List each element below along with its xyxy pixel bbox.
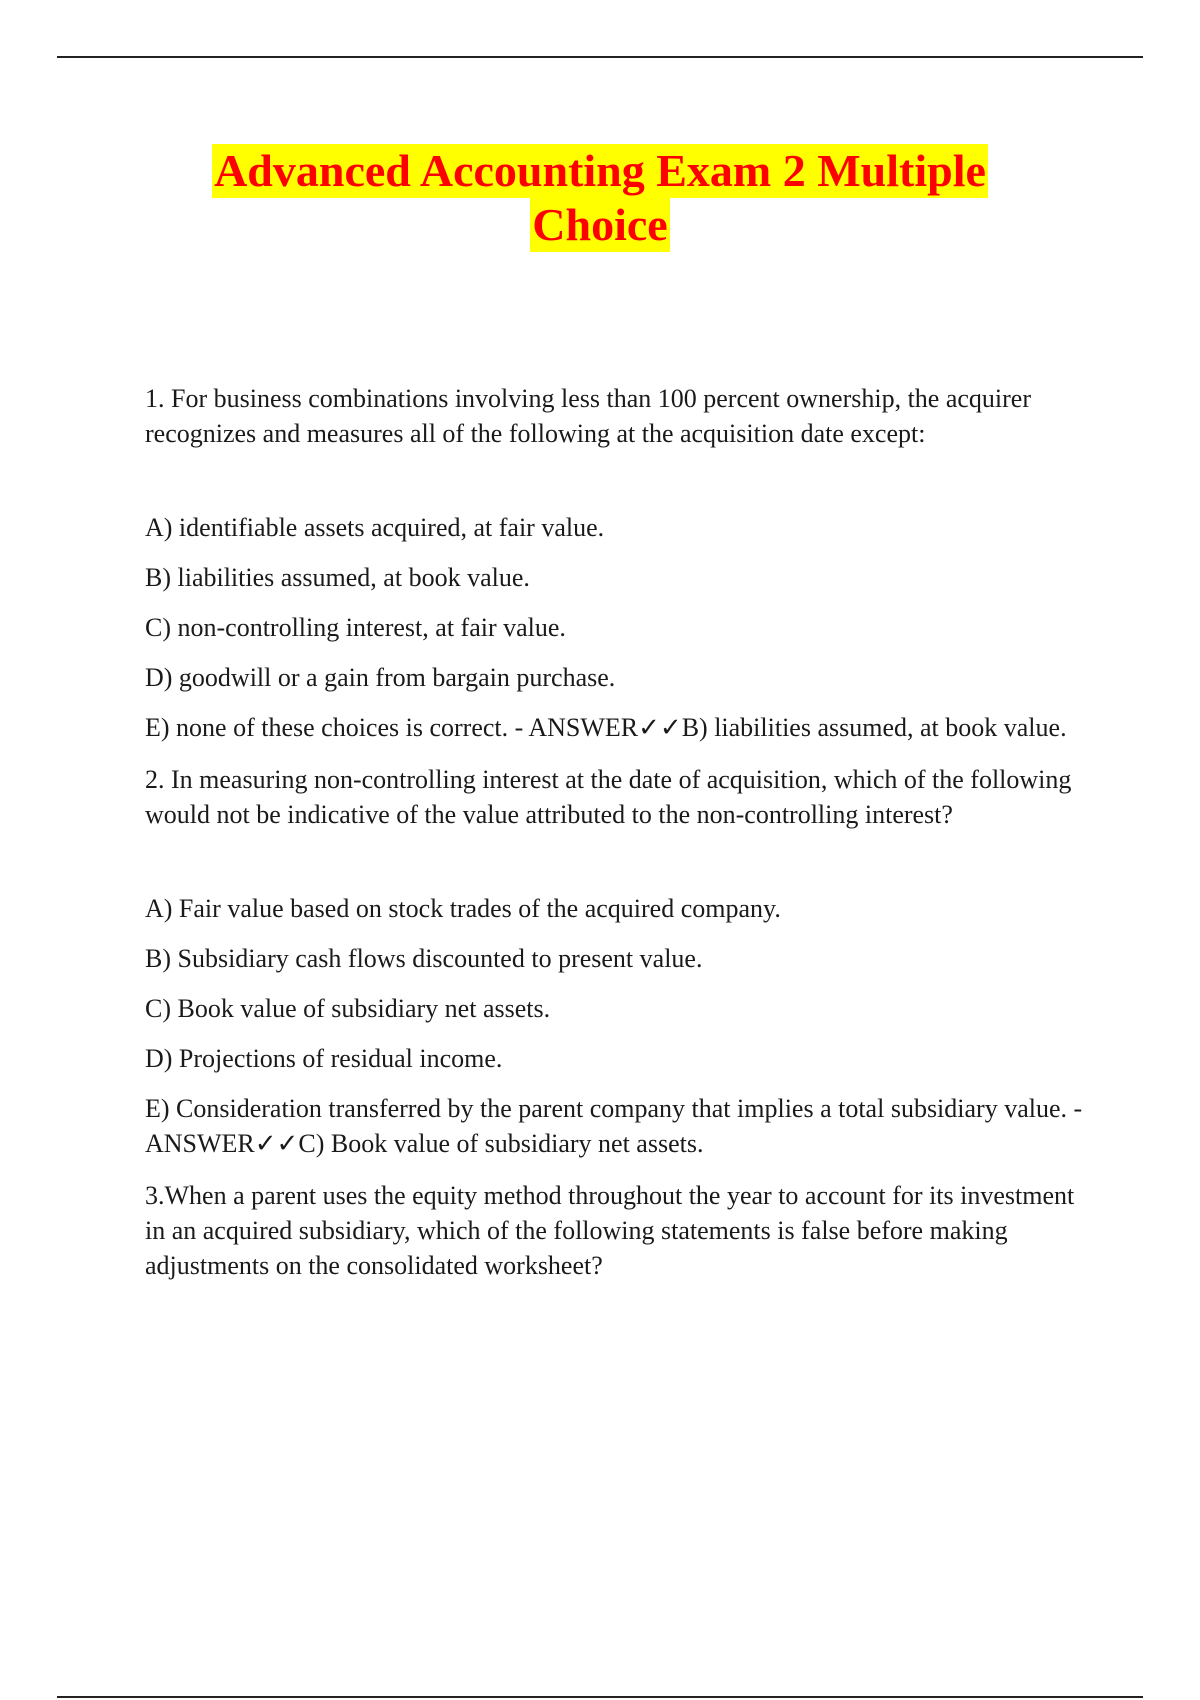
question-1-option-a: A) identifiable assets acquired, at fair value. [145,513,605,542]
question-2-option-a: A) Fair value based on stock trades of the acquired company. [145,894,781,923]
question-2-option-b: B) Subsidiary cash flows discounted to present value. [145,944,703,973]
question-3-text: 3.When a parent uses the equity method throughout the year to account for its investment in an acquired subsidiary, which of the following statements is false before making adjustments on the consolidated worksheet? [145,1181,1075,1280]
title-line-2: Choice [532,199,668,250]
question-1-option-d: D) goodwill or a gain from bargain purchase. [145,663,616,692]
document-title [0,144,1200,252]
question-1-text: 1. For business combinations involving less than 100 percent ownership, the acquirer recognizes and measures all of the following at the acquisition date except: [145,384,1032,448]
question-2-text: 2. In measuring non-controlling interest at the date of acquisition, which of the following would not be indicative of the value attributed to the non-controlling interest? [145,765,1072,829]
title-line-1: Advanced Accounting Exam 2 Multiple [214,145,986,196]
question-1-option-c: C) non-controlling interest, at fair value. [145,613,566,642]
question-1-option-b: B) liabilities assumed, at book value. [145,563,530,592]
question-1-option-e-answer: E) none of these choices is correct. - ANSWER✓✓B) liabilities assumed, at book value. [145,713,1067,742]
document-body [145,381,1085,1283]
question-2-option-c: C) Book value of subsidiary net assets. [145,994,551,1023]
bottom-rule [57,1696,1143,1698]
top-rule [57,56,1143,58]
question-2-option-d: D) Projections of residual income. [145,1044,503,1073]
question-2-option-e-answer: E) Consideration transferred by the parent company that implies a total subsidiary value. - ANSWER✓✓C) Book value of subsidiary net assets. [145,1094,1083,1158]
